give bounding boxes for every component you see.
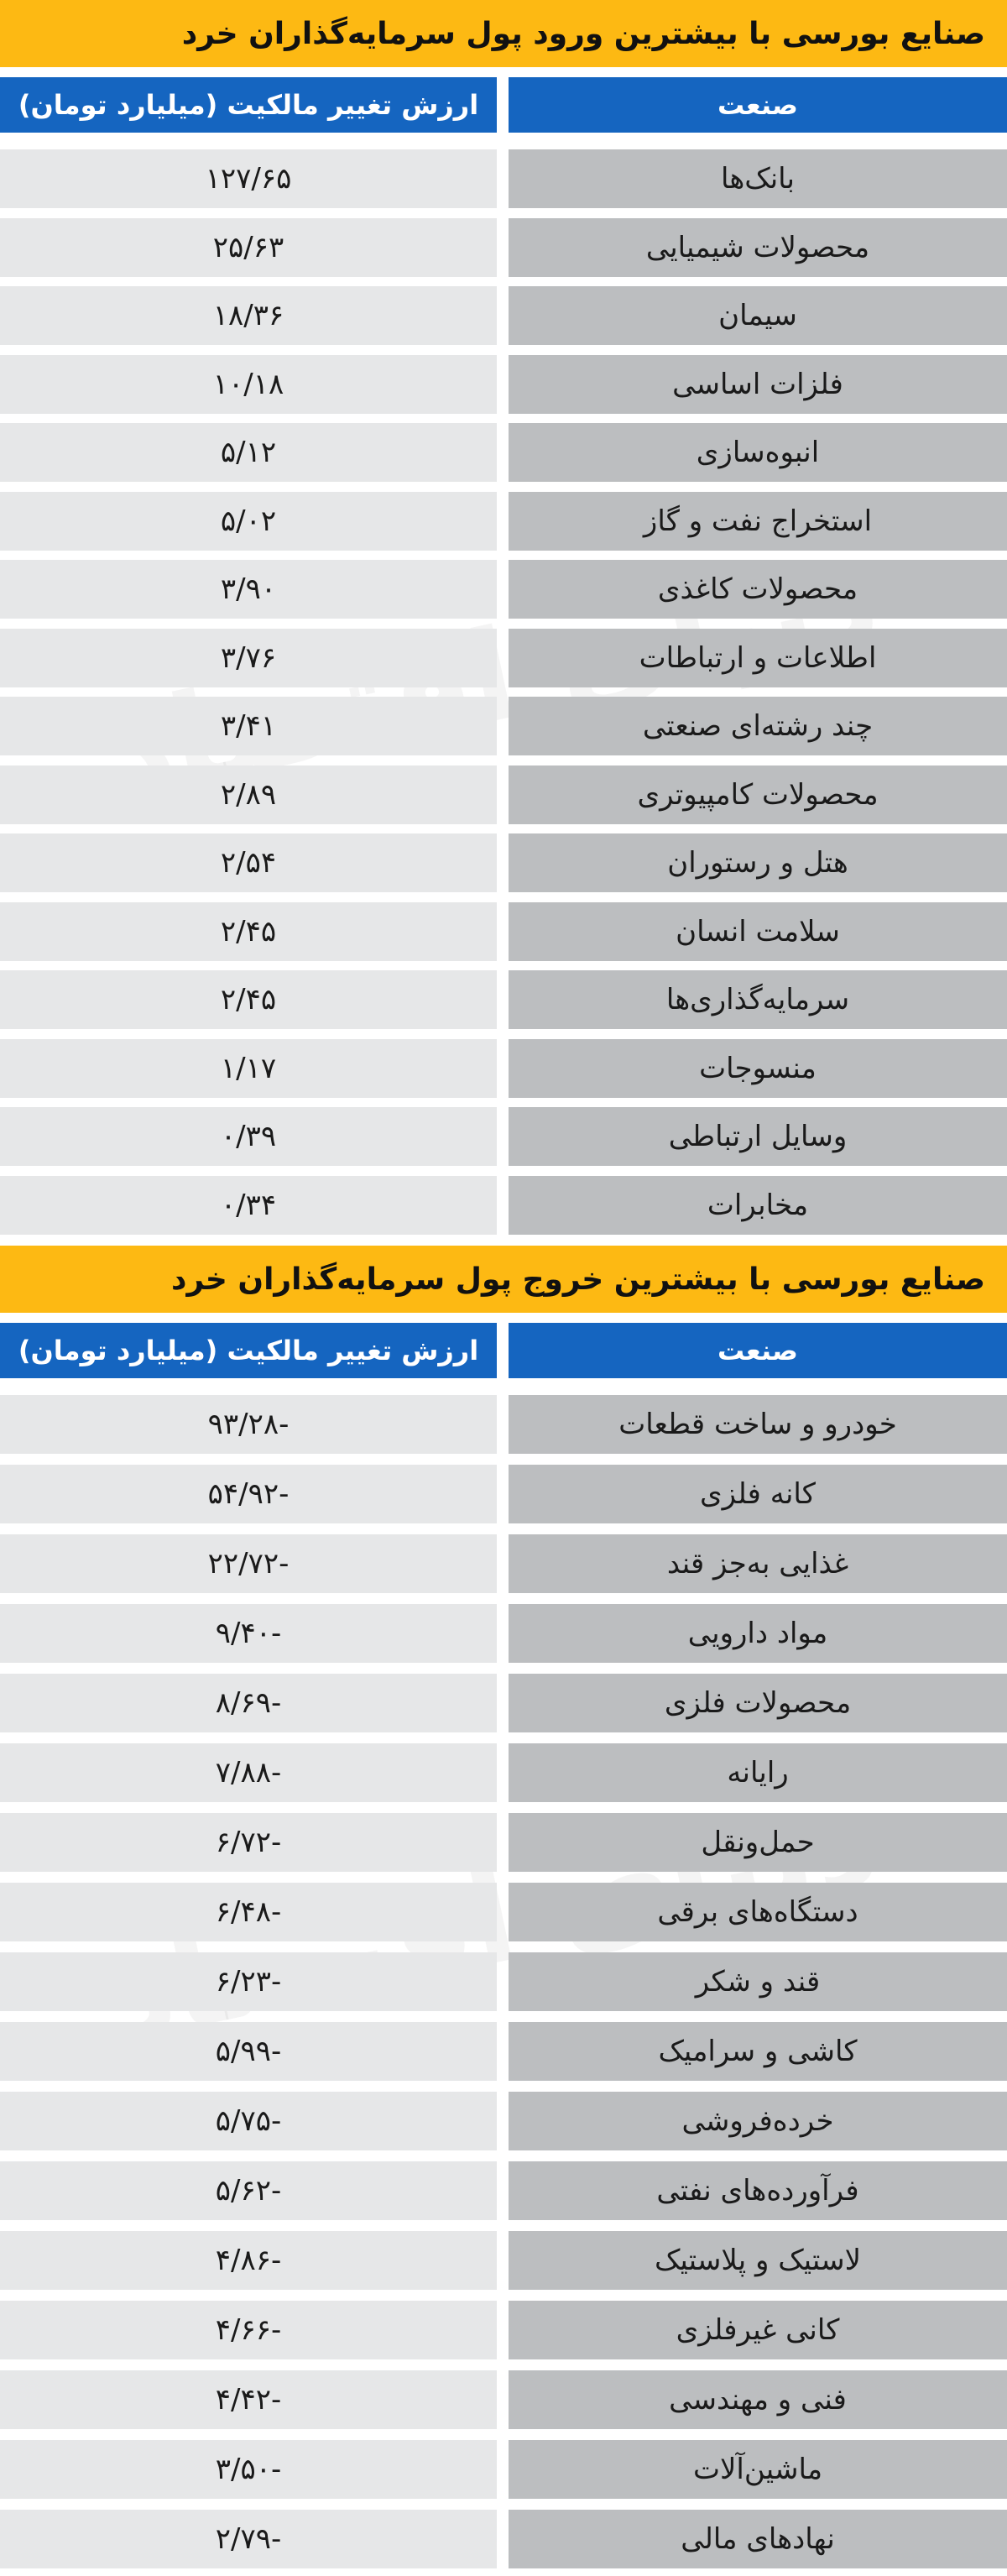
table-row: [0, 423, 1007, 482]
table-row: [0, 286, 1007, 345]
value-cell: ۳/۹۰: [0, 560, 497, 619]
value-cell: -۳/۵۰: [0, 2440, 497, 2499]
industry-cell: انبوه‌سازی: [509, 423, 1007, 482]
value-cell: -۵۴/۹۲: [0, 1465, 497, 1523]
table-row: [0, 218, 1007, 277]
value-cell: ۲/۸۹: [0, 765, 497, 824]
table-row: [0, 2440, 1007, 2499]
value-cell: ۱۰/۱۸: [0, 355, 497, 414]
value-cell: ۲۵/۶۳: [0, 218, 497, 277]
industry-cell: کاشی و سرامیک: [509, 2022, 1007, 2081]
value-cell: ۲/۴۵: [0, 902, 497, 961]
value-cell: ۱/۱۷: [0, 1039, 497, 1098]
value-cell: ۲/۴۵: [0, 970, 497, 1029]
value-cell: -۲۲/۷۲: [0, 1534, 497, 1593]
outflow-header-industry: صنعت: [509, 1323, 1007, 1378]
table-row: [0, 560, 1007, 619]
industry-cell: سرمایه‌گذاری‌ها: [509, 970, 1007, 1029]
value-cell: -۵/۹۹: [0, 2022, 497, 2081]
table-row: [0, 970, 1007, 1029]
table-row: [0, 697, 1007, 755]
value-cell: -۵/۷۵: [0, 2092, 497, 2150]
table-row: [0, 833, 1007, 892]
table-row: [0, 765, 1007, 824]
outflow-header-value: ارزش تغییر مالکیت (میلیارد تومان): [0, 1323, 497, 1378]
industry-cell: محصولات فلزی: [509, 1674, 1007, 1732]
value-cell: ۵/۰۲: [0, 492, 497, 551]
value-cell: ۳/۷۶: [0, 629, 497, 687]
industry-cell: محصولات شیمیایی: [509, 218, 1007, 277]
industry-cell: فلزات اساسی: [509, 355, 1007, 414]
outflow-title: صنایع بورسی با بیشترین خروج پول سرمایه‌گذاران خرد: [171, 1262, 985, 1297]
table-row: [0, 2231, 1007, 2290]
value-cell: -۵/۶۲: [0, 2161, 497, 2220]
industry-cell: ماشین‌آلات: [509, 2440, 1007, 2499]
value-cell: ۰/۳۹: [0, 1107, 497, 1166]
inflow-column-header: [0, 67, 1007, 149]
table-row: [0, 1107, 1007, 1166]
value-cell: -۸/۶۹: [0, 1674, 497, 1732]
value-cell: -۹/۴۰: [0, 1604, 497, 1663]
value-cell: ۲/۵۴: [0, 833, 497, 892]
outflow-column-header: [0, 1313, 1007, 1395]
industry-cell: اطلاعات و ارتباطات: [509, 629, 1007, 687]
value-cell: ۳/۴۱: [0, 697, 497, 755]
industry-cell: دستگاه‌های برقی: [509, 1883, 1007, 1941]
value-cell: ۱۸/۳۶: [0, 286, 497, 345]
table-row: [0, 2370, 1007, 2429]
outflow-section: [0, 1246, 1007, 2556]
industry-cell: سیمان: [509, 286, 1007, 345]
value-cell: ۵/۱۲: [0, 423, 497, 482]
table-row: [0, 1039, 1007, 1098]
industry-cell: نهادهای مالی: [509, 2510, 1007, 2568]
inflow-banner: [0, 0, 1007, 67]
industry-cell: حمل‌ونقل: [509, 1813, 1007, 1872]
table-row: [0, 1395, 1007, 1454]
industry-cell: استخراج نفت و گاز: [509, 492, 1007, 551]
industry-cell: قند و شکر: [509, 1952, 1007, 2011]
table-row: [0, 1604, 1007, 1663]
industry-cell: هتل و رستوران: [509, 833, 1007, 892]
table-row: [0, 2301, 1007, 2359]
value-cell: -۶/۲۳: [0, 1952, 497, 2011]
value-cell: -۹۳/۲۸: [0, 1395, 497, 1454]
industry-cell: وسایل ارتباطی: [509, 1107, 1007, 1166]
industry-cell: سلامت انسان: [509, 902, 1007, 961]
inflow-section: [0, 0, 1007, 1222]
table-row: [0, 492, 1007, 551]
industry-cell: محصولات کاغذی: [509, 560, 1007, 619]
industry-cell: رایانه: [509, 1743, 1007, 1802]
industry-cell: کانی غیرفلزی: [509, 2301, 1007, 2359]
inflow-header-value: ارزش تغییر مالکیت (میلیارد تومان): [0, 77, 497, 133]
outflow-banner: [0, 1246, 1007, 1313]
industry-cell: مواد دارویی: [509, 1604, 1007, 1663]
industry-cell: چند رشته‌ای صنعتی: [509, 697, 1007, 755]
table-row: [0, 1743, 1007, 1802]
industry-cell: فرآورده‌های نفتی: [509, 2161, 1007, 2220]
industry-cell: محصولات کامپیوتری: [509, 765, 1007, 824]
table-row: [0, 2161, 1007, 2220]
industry-cell: خودرو و ساخت قطعات: [509, 1395, 1007, 1454]
industry-cell: منسوجات: [509, 1039, 1007, 1098]
industry-cell: خرده‌فروشی: [509, 2092, 1007, 2150]
table-row: [0, 1883, 1007, 1941]
table-row: [0, 902, 1007, 961]
industry-cell: کانه فلزی: [509, 1465, 1007, 1523]
industry-cell: غذایی به‌جز قند: [509, 1534, 1007, 1593]
value-cell: -۴/۸۶: [0, 2231, 497, 2290]
value-cell: -۷/۸۸: [0, 1743, 497, 1802]
inflow-title: صنایع بورسی با بیشترین ورود پول سرمایه‌گذاران خرد: [181, 16, 985, 51]
value-cell: ۰/۳۴: [0, 1176, 497, 1235]
value-cell: -۴/۴۲: [0, 2370, 497, 2429]
table-row: [0, 149, 1007, 208]
table-row: [0, 629, 1007, 687]
inflow-header-industry: صنعت: [509, 77, 1007, 133]
value-cell: -۲/۷۹: [0, 2510, 497, 2568]
table-row: [0, 1465, 1007, 1523]
industry-cell: بانک‌ها: [509, 149, 1007, 208]
value-cell: -۶/۷۲: [0, 1813, 497, 1872]
industry-cell: لاستیک و پلاستیک: [509, 2231, 1007, 2290]
table-row: [0, 1674, 1007, 1732]
industry-cell: مخابرات: [509, 1176, 1007, 1235]
table-row: [0, 2510, 1007, 2568]
value-cell: -۶/۴۸: [0, 1883, 497, 1941]
table-row: [0, 355, 1007, 414]
value-cell: ۱۲۷/۶۵: [0, 149, 497, 208]
table-row: [0, 1952, 1007, 2011]
industry-cell: فنی و مهندسی: [509, 2370, 1007, 2429]
table-row: [0, 2022, 1007, 2081]
value-cell: -۴/۶۶: [0, 2301, 497, 2359]
table-row: [0, 2092, 1007, 2150]
table-row: [0, 1534, 1007, 1593]
table-row: [0, 1176, 1007, 1235]
table-row: [0, 1813, 1007, 1872]
